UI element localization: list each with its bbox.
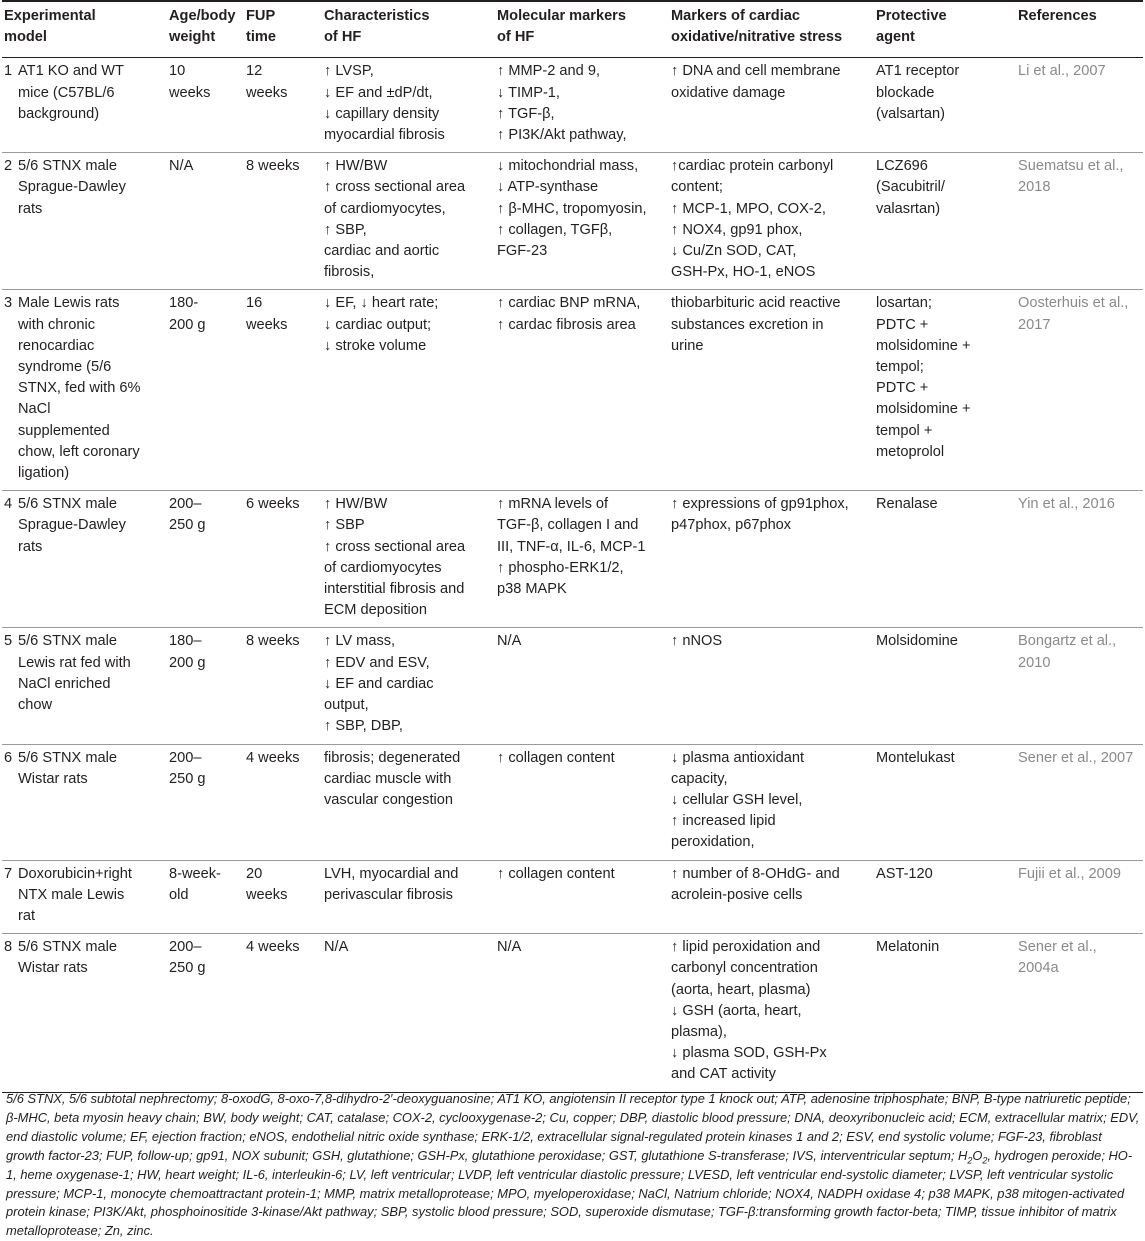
header-cell: Protective agent bbox=[876, 8, 947, 46]
cell-stress bbox=[669, 290, 874, 491]
cell-line: ↑ HW/BW bbox=[324, 496, 388, 513]
cell-fup bbox=[244, 934, 322, 1092]
cell-line: 200– bbox=[169, 496, 202, 513]
cell-characteristics bbox=[322, 744, 495, 860]
cell-line: 200– bbox=[169, 939, 202, 956]
cell-reference bbox=[1016, 628, 1143, 744]
cell-line: ↑ SBP bbox=[324, 517, 365, 534]
cell-model bbox=[2, 153, 167, 290]
table-row bbox=[2, 290, 1143, 491]
cell-line: weeks bbox=[246, 84, 288, 101]
cell-characteristics bbox=[322, 628, 495, 744]
cell-line: ↑ SBP, bbox=[324, 221, 367, 238]
header-row bbox=[2, 1, 1143, 58]
cell-line: ↓ EF and cardiac bbox=[324, 675, 434, 692]
cell-line: output, bbox=[324, 697, 369, 714]
cell-line: chow bbox=[18, 697, 53, 714]
cell-line: Sener et al., 2007 bbox=[1018, 749, 1134, 766]
cell-line: molsidomine + bbox=[876, 401, 971, 418]
row-number: 2 bbox=[4, 158, 13, 175]
cell-line: Fujii et al., 2009 bbox=[1018, 865, 1122, 882]
cell-line: 8 weeks bbox=[246, 158, 300, 175]
cell-line: ↑ β-MHC, tropomyosin, bbox=[497, 200, 647, 217]
cell-line: N/A bbox=[497, 939, 522, 956]
cell-line: III, TNF-α, IL-6, MCP-1 bbox=[497, 538, 646, 555]
header-cell: References bbox=[1018, 8, 1097, 24]
cell-line: AT1 receptor bbox=[876, 63, 960, 80]
cell-molecular bbox=[495, 290, 669, 491]
cell-line: Renalase bbox=[876, 496, 938, 513]
row-number: 8 bbox=[4, 939, 13, 956]
cell-age bbox=[167, 744, 244, 860]
cell-agent bbox=[874, 860, 1016, 934]
table-body bbox=[2, 58, 1143, 1092]
table-footnote: 5/6 STNX, 5/6 subtotal nephrectomy; 8-oxodG, 8-oxo-7,8-dihydro-2′-deoxyguanosine; AT1 KO, angiotensin II receptor type 1 knock out; ATP, adenosine triphosphate; BNP, B-type natriuretic peptide; β-MHC, beta myosin heavy chain; BW, body weight; CAT, catalase; COX-2, cyclooxygenase-2; Cu, copper; DBP, diastolic blood pressure; DNA, deoxyribonucleic acid; ECM, extracellular matrix; EDV, end diastolic volume; EF, ejection fraction; eNOS, endothelial nitric oxide synthase; ERK-1/2, extracellular signal-regulated protein kinases 1 and 2; ESV, end systolic volume; FGF-23, fibroblast growth factor-23; FUP, follow-up; gp91, NOX subunit; GSH, glutathione; GSH-Px, glutathione peroxidase; GST, glutathione S-transferase; IVS, interventricular septum; $H_2O_2$, hydrogen peroxide; HO-1, heme oxygenase-1; HW, heart weight; IL-6, interleukin-6; LV, left ventricular; LVDP, left ventricular diastolic pressure; LVESD, left ventricular end-systolic diameter; LVSP, left ventricular systolic pressure; MCP-1, monocyte chemoattractant protein-1; MMP, matrix metalloprotease; MPO, myeloperoxidase; NaCl, Natrium chloride; NOX4, NADPH oxidase 4; p38 MAPK, p38 mitogen-activated protein kinase; PI3K/Akt, phosphoinositide 3-kinase/Akt pathway; SBP, systolic blood pressure; SOD, superoxide dismutase; TGF-β:transforming growth factor-beta; TIMP, tissue inhibitor of matrix metalloprotease; Zn, zinc. bbox=[6, 1091, 1140, 1239]
cell-line: Melatonin bbox=[876, 939, 940, 956]
cell-line: ↑ expressions of gp91phox, bbox=[671, 496, 849, 513]
cell-line: 2010 bbox=[1018, 654, 1051, 671]
cell-line: 250 g bbox=[169, 960, 206, 977]
cell-line: 8-week- bbox=[169, 865, 221, 882]
cell-line: NaCl bbox=[18, 401, 51, 418]
cell-line: ↓ ATP-synthase bbox=[497, 179, 599, 196]
cell-line: N/A bbox=[324, 939, 349, 956]
cell-line: of cardiomyocytes, bbox=[324, 200, 446, 217]
cell-molecular bbox=[495, 153, 669, 290]
cell-line: supplemented bbox=[18, 422, 110, 439]
cell-line: ↑ collagen content bbox=[497, 865, 615, 882]
cell-line: Male Lewis rats bbox=[18, 295, 120, 312]
cell-agent bbox=[874, 491, 1016, 628]
table-row bbox=[2, 58, 1143, 153]
cell-reference bbox=[1016, 860, 1143, 934]
header-cell: Markers of cardiac oxidative/nitrative stress bbox=[671, 8, 843, 46]
cell-line: ↓ Cu/Zn SOD, CAT, bbox=[671, 243, 797, 260]
cell-line: NTX male Lewis bbox=[18, 886, 125, 903]
cell-line: 6 weeks bbox=[246, 496, 300, 513]
cell-characteristics bbox=[322, 290, 495, 491]
cell-line: LVH, myocardial and bbox=[324, 865, 459, 882]
cell-line: Wistar rats bbox=[18, 960, 88, 977]
cell-line: 8 weeks bbox=[246, 633, 300, 650]
cell-line: 12 bbox=[246, 63, 263, 80]
cell-line: 20 bbox=[246, 865, 263, 882]
cell-line: ↑ MMP-2 and 9, bbox=[497, 63, 601, 80]
cell-line: of cardiomyocytes bbox=[324, 559, 442, 576]
cell-characteristics bbox=[322, 934, 495, 1092]
cell-line: Molsidomine bbox=[876, 633, 958, 650]
cell-molecular bbox=[495, 58, 669, 153]
cell-line: PDTC + bbox=[876, 380, 929, 397]
cell-model bbox=[2, 58, 167, 153]
cell-fup bbox=[244, 153, 322, 290]
cell-line: ↑ TGF-β, bbox=[497, 105, 555, 122]
cell-stress bbox=[669, 860, 874, 934]
cell-molecular bbox=[495, 934, 669, 1092]
cell-line: myocardial fibrosis bbox=[324, 127, 445, 144]
cell-line: ↑cardiac protein carbonyl bbox=[671, 158, 834, 175]
cell-line: weeks bbox=[246, 316, 288, 333]
cell-line: rats bbox=[18, 538, 43, 555]
cell-fup bbox=[244, 58, 322, 153]
cell-characteristics bbox=[322, 491, 495, 628]
cell-agent bbox=[874, 153, 1016, 290]
cell-line: Lewis rat fed with bbox=[18, 654, 131, 671]
cell-reference bbox=[1016, 934, 1143, 1092]
cell-line: 180- bbox=[169, 295, 199, 312]
cell-line: AT1 KO and WT bbox=[18, 63, 124, 80]
cell-line: GSH-Px, HO-1, eNOS bbox=[671, 264, 816, 281]
table-row bbox=[2, 628, 1143, 744]
cell-age bbox=[167, 934, 244, 1092]
cell-line: N/A bbox=[169, 158, 194, 175]
cell-reference bbox=[1016, 744, 1143, 860]
cell-line: p47phox, p67phox bbox=[671, 517, 792, 534]
cell-line: ↑ MCP-1, MPO, COX-2, bbox=[671, 200, 826, 217]
cell-line: 5/6 STNX male bbox=[18, 749, 117, 766]
cell-line: thiobarbituric acid reactive bbox=[671, 295, 841, 312]
cell-line: 16 bbox=[246, 295, 263, 312]
cell-reference bbox=[1016, 290, 1143, 491]
cell-line: 200– bbox=[169, 749, 202, 766]
cell-line: molsidomine + bbox=[876, 337, 971, 354]
cell-reference bbox=[1016, 491, 1143, 628]
table-row bbox=[2, 860, 1143, 934]
cell-line: Wistar rats bbox=[18, 770, 88, 787]
cell-age bbox=[167, 628, 244, 744]
cell-line: rats bbox=[18, 200, 43, 217]
cell-line: renocardiac bbox=[18, 337, 95, 354]
cell-line: 10 bbox=[169, 63, 186, 80]
cell-stress bbox=[669, 58, 874, 153]
header-cell: Molecular markers of HF bbox=[497, 8, 626, 46]
cell-line: 2018 bbox=[1018, 179, 1051, 196]
cell-model bbox=[2, 290, 167, 491]
cell-line: ↓ TIMP-1, bbox=[497, 84, 560, 101]
cell-molecular bbox=[495, 744, 669, 860]
cell-line: cardiac muscle with bbox=[324, 770, 452, 787]
cell-line: Bongartz et al., bbox=[1018, 633, 1117, 650]
cell-model bbox=[2, 628, 167, 744]
cell-line: fibrosis, bbox=[324, 264, 375, 281]
cell-molecular bbox=[495, 628, 669, 744]
cell-line: N/A bbox=[497, 633, 522, 650]
cell-line: ↑ lipid peroxidation and bbox=[671, 939, 821, 956]
cell-line: ↑ cardac fibrosis area bbox=[497, 316, 636, 333]
table-row bbox=[2, 153, 1143, 290]
cell-agent bbox=[874, 934, 1016, 1092]
cell-line: ↓ stroke volume bbox=[324, 337, 427, 354]
cell-age bbox=[167, 290, 244, 491]
cell-line: Sprague-Dawley bbox=[18, 179, 126, 196]
cell-line: 5/6 STNX male bbox=[18, 939, 117, 956]
cell-line: 250 g bbox=[169, 517, 206, 534]
cell-line: ↑ NOX4, gp91 phox, bbox=[671, 221, 803, 238]
cell-line: NaCl enriched bbox=[18, 675, 111, 692]
cell-line: ↓ GSH (aorta, heart, bbox=[671, 1002, 802, 1019]
table-row bbox=[2, 491, 1143, 628]
cell-line: (Sacubitril/ bbox=[876, 179, 945, 196]
cell-line: 200 g bbox=[169, 316, 206, 333]
cell-line: ↑ nNOS bbox=[671, 633, 723, 650]
cell-line: ↑ EDV and ESV, bbox=[324, 654, 430, 671]
cell-line: metoprolol bbox=[876, 443, 945, 460]
cell-line: (valsartan) bbox=[876, 105, 945, 122]
cell-reference bbox=[1016, 58, 1143, 153]
cell-line: losartan; bbox=[876, 295, 932, 312]
cell-line: perivascular fibrosis bbox=[324, 886, 453, 903]
cell-line: Li et al., 2007 bbox=[1018, 63, 1106, 80]
cell-characteristics bbox=[322, 58, 495, 153]
header-cell: Age/body weight bbox=[169, 8, 236, 46]
cell-line: 5/6 STNX male bbox=[18, 633, 117, 650]
cell-line: Oosterhuis et al., bbox=[1018, 295, 1129, 312]
cell-line: ↓ mitochondrial mass, bbox=[497, 158, 639, 175]
cell-line: 5/6 STNX male bbox=[18, 496, 117, 513]
cell-agent bbox=[874, 290, 1016, 491]
cell-line: carbonyl concentration bbox=[671, 960, 818, 977]
header-cell: Experimental model bbox=[4, 8, 96, 46]
cell-line: tempol; bbox=[876, 359, 924, 376]
cell-line: capacity, bbox=[671, 770, 728, 787]
cell-line: 4 weeks bbox=[246, 749, 300, 766]
cell-line: acrolein-posive cells bbox=[671, 886, 803, 903]
table-row bbox=[2, 744, 1143, 860]
cell-line: vascular congestion bbox=[324, 791, 453, 808]
cell-line: TGF-β, collagen I and bbox=[497, 517, 639, 534]
cell-line: interstitial fibrosis and bbox=[324, 581, 465, 598]
cell-characteristics bbox=[322, 860, 495, 934]
cell-line: ↑ LVSP, bbox=[324, 63, 374, 80]
cell-line: oxidative damage bbox=[671, 84, 786, 101]
row-number: 3 bbox=[4, 295, 13, 312]
cell-age bbox=[167, 860, 244, 934]
cell-line: weeks bbox=[169, 84, 211, 101]
cell-line: ↑ cardiac BNP mRNA, bbox=[497, 295, 641, 312]
cell-age bbox=[167, 491, 244, 628]
cell-characteristics bbox=[322, 153, 495, 290]
cell-fup bbox=[244, 860, 322, 934]
cell-line: AST-120 bbox=[876, 865, 933, 882]
cell-stress bbox=[669, 491, 874, 628]
cell-line: ↑ LV mass, bbox=[324, 633, 396, 650]
cell-line: ECM deposition bbox=[324, 602, 428, 619]
cell-line: ↓ EF, ↓ heart rate; bbox=[324, 295, 439, 312]
cell-line: ↑ mRNA levels of bbox=[497, 496, 609, 513]
cell-line: weeks bbox=[246, 886, 288, 903]
cell-model bbox=[2, 860, 167, 934]
cell-line: content; bbox=[671, 179, 723, 196]
hf-models-table bbox=[2, 0, 1143, 1093]
table-row bbox=[2, 934, 1143, 1092]
cell-molecular bbox=[495, 860, 669, 934]
cell-fup bbox=[244, 628, 322, 744]
cell-line: urine bbox=[671, 337, 704, 354]
cell-fup bbox=[244, 491, 322, 628]
cell-line: Doxorubicin+right bbox=[18, 865, 132, 882]
cell-fup bbox=[244, 290, 322, 491]
cell-line: fibrosis; degenerated bbox=[324, 749, 461, 766]
cell-age bbox=[167, 153, 244, 290]
cell-model bbox=[2, 934, 167, 1092]
cell-line: Sprague-Dawley bbox=[18, 517, 126, 534]
cell-line: ↑ PI3K/Akt pathway, bbox=[497, 127, 627, 144]
cell-line: ligation) bbox=[18, 465, 70, 482]
cell-line: 250 g bbox=[169, 770, 206, 787]
cell-line: blockade bbox=[876, 84, 935, 101]
cell-line: substances excretion in bbox=[671, 316, 824, 333]
cell-line: chow, left coronary bbox=[18, 443, 140, 460]
header-cell: Characteristics of HF bbox=[324, 8, 430, 46]
cell-agent bbox=[874, 744, 1016, 860]
cell-line: Yin et al., 2016 bbox=[1018, 496, 1115, 513]
cell-line: FGF-23 bbox=[497, 243, 548, 260]
cell-line: 2017 bbox=[1018, 316, 1051, 333]
cell-line: p38 MAPK bbox=[497, 581, 567, 598]
cell-agent bbox=[874, 628, 1016, 744]
cell-line: ↓ EF and ±dP/dt, bbox=[324, 84, 433, 101]
cell-line: 200 g bbox=[169, 654, 206, 671]
cell-line: syndrome (5/6 bbox=[18, 359, 112, 376]
row-number: 4 bbox=[4, 496, 13, 513]
cell-line: cardiac and aortic bbox=[324, 243, 440, 260]
cell-line: ↑ collagen content bbox=[497, 749, 615, 766]
cell-stress bbox=[669, 934, 874, 1092]
cell-line: tempol + bbox=[876, 422, 933, 439]
cell-line: ↑ HW/BW bbox=[324, 158, 388, 175]
cell-agent bbox=[874, 58, 1016, 153]
cell-line: LCZ696 bbox=[876, 158, 928, 175]
cell-line: STNX, fed with 6% bbox=[18, 380, 141, 397]
row-number: 6 bbox=[4, 749, 13, 766]
row-number: 5 bbox=[4, 633, 13, 650]
cell-line: ↑ phospho-ERK1/2, bbox=[497, 559, 624, 576]
cell-line: ↑ cross sectional area bbox=[324, 538, 466, 555]
cell-model bbox=[2, 491, 167, 628]
cell-line: ↓ plasma antioxidant bbox=[671, 749, 805, 766]
cell-line: 5/6 STNX male bbox=[18, 158, 117, 175]
cell-line: ↓ capillary density bbox=[324, 105, 440, 122]
cell-stress bbox=[669, 153, 874, 290]
cell-line: (aorta, heart, plasma) bbox=[671, 981, 811, 998]
row-number: 7 bbox=[4, 865, 13, 882]
cell-fup bbox=[244, 744, 322, 860]
cell-reference bbox=[1016, 153, 1143, 290]
cell-line: and CAT activity bbox=[671, 1066, 776, 1083]
cell-line: ↑ cross sectional area bbox=[324, 179, 466, 196]
cell-line: ↓ cellular GSH level, bbox=[671, 791, 803, 808]
cell-line: old bbox=[169, 886, 189, 903]
cell-line: 180– bbox=[169, 633, 202, 650]
cell-line: ↓ plasma SOD, GSH-Px bbox=[671, 1045, 827, 1062]
cell-line: peroxidation, bbox=[671, 834, 755, 851]
cell-line: ↑ SBP, DBP, bbox=[324, 718, 403, 735]
cell-line: mice (C57BL/6 bbox=[18, 84, 115, 101]
cell-model bbox=[2, 744, 167, 860]
cell-stress bbox=[669, 628, 874, 744]
cell-line: 4 weeks bbox=[246, 939, 300, 956]
cell-line: Suematsu et al., bbox=[1018, 158, 1124, 175]
cell-line: PDTC + bbox=[876, 316, 929, 333]
cell-line: Sener et al., 2004a bbox=[1018, 939, 1097, 977]
cell-line: ↑ number of 8-OHdG- and bbox=[671, 865, 840, 882]
cell-line: valasrtan) bbox=[876, 200, 941, 217]
cell-line: ↑ increased lipid bbox=[671, 813, 776, 830]
cell-age bbox=[167, 58, 244, 153]
cell-line: ↑ DNA and cell membrane bbox=[671, 63, 841, 80]
cell-line: background) bbox=[18, 105, 100, 122]
cell-line: plasma), bbox=[671, 1023, 727, 1040]
cell-line: ↓ cardiac output; bbox=[324, 316, 432, 333]
cell-line: Montelukast bbox=[876, 749, 955, 766]
cell-line: ↑ collagen, TGFβ, bbox=[497, 221, 613, 238]
cell-stress bbox=[669, 744, 874, 860]
cell-line: rat bbox=[18, 907, 36, 924]
cell-molecular bbox=[495, 491, 669, 628]
cell-line: with chronic bbox=[18, 316, 96, 333]
row-number: 1 bbox=[4, 63, 13, 80]
header-cell: FUP time bbox=[246, 8, 277, 46]
